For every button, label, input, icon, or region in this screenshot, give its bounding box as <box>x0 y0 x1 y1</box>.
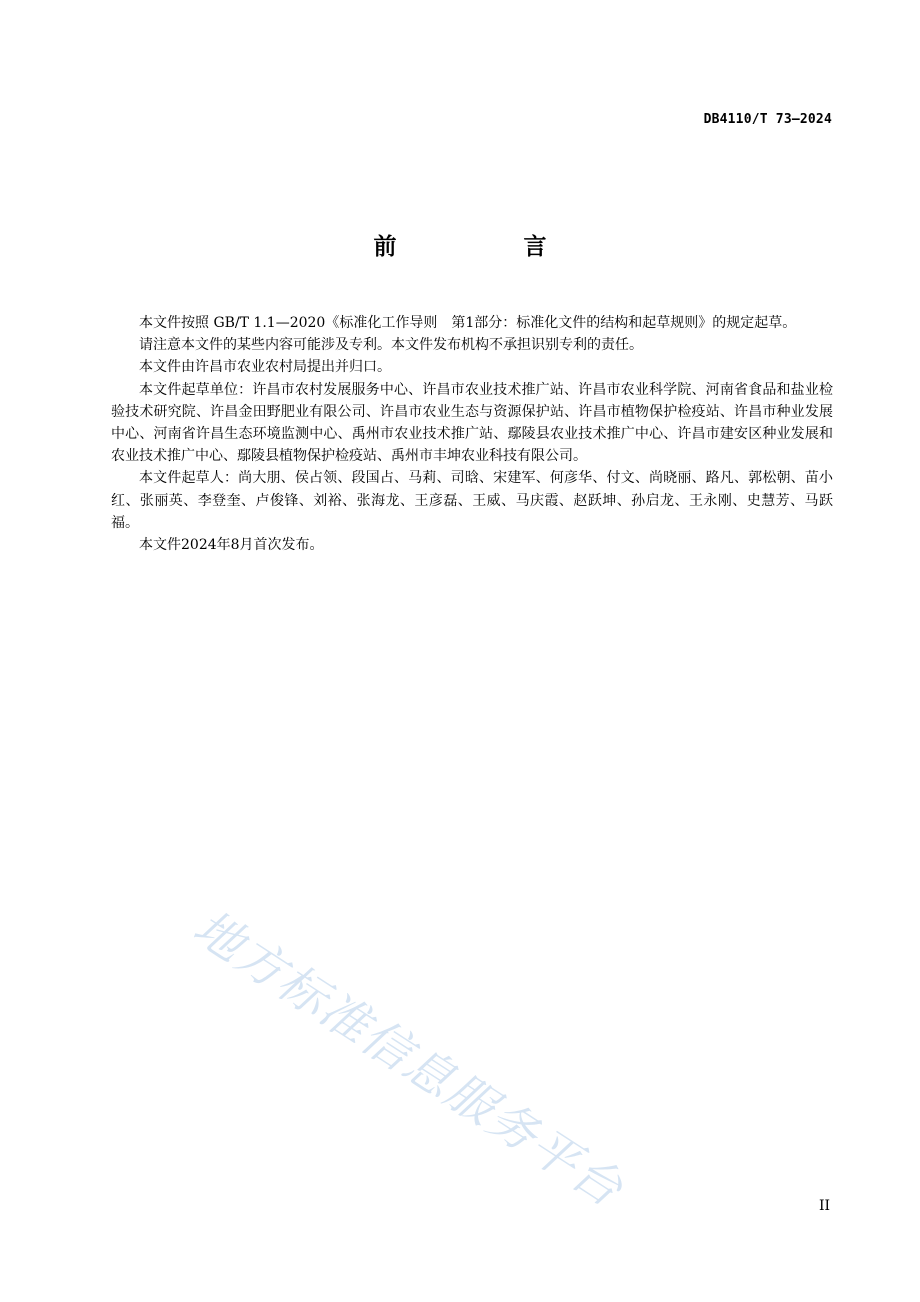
paragraph-release: 本文件2024年8月首次发布。 <box>139 537 324 554</box>
paragraph-drafting-rules: 本文件按照 GB/T 1.1—2020《标准化工作导则 第1部分：标准化文件的结构和起草规则》的规定起草。 <box>139 315 797 331</box>
document-code: DB4110/T 73—2024 <box>703 112 832 127</box>
paragraph-patent-notice: 请注意本文件的某些内容可能涉及专利。本文件发布机构不承担识别专利的责任。 <box>139 337 643 354</box>
paragraph-drafters: 本文件起草人：尚大朋、侯占领、段国占、马莉、司晗、宋建军、何彦华、付文、尚晓丽、路凡、郭松朝、苗小红、张丽英、李登奎、卢俊锋、刘裕、张海龙、王彦磊、王威、马庆霞、赵跃坤、孙启龙、王永刚、史慧芳、马跃福。 <box>111 470 833 531</box>
page-number: II <box>818 1198 830 1214</box>
page-title: 前 言 <box>373 234 599 260</box>
watermark: 地方标准信息服务平台 <box>183 899 634 1219</box>
paragraph-proposer: 本文件由许昌市农业农村局提出并归口。 <box>139 359 391 376</box>
paragraph-drafting-units: 本文件起草单位：许昌市农村发展服务中心、许昌市农业技术推广站、许昌市农业科学院、河南省食品和盐业检验技术研究院、许昌金田野肥业有限公司、许昌市农业生态与资源保护站、许昌市植物保护检疫站、许昌市种业发展中心、河南省许昌生态环境监测中心、禹州市农业技术推广站、鄢陵县农业技术推广中心、许昌市建安区种业发展和农业技术推广中心、鄢陵县植物保护检疫站、禹州市丰坤农业科技有限公司。 <box>111 381 833 465</box>
foreword-body <box>111 312 833 556</box>
